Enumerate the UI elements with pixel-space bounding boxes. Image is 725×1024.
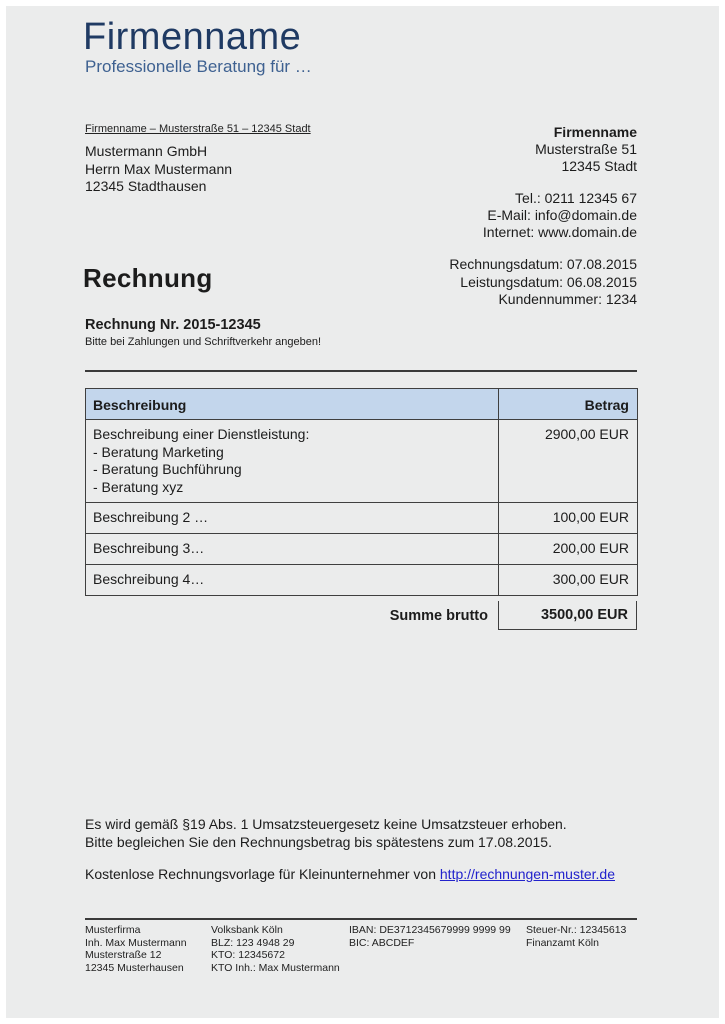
invoice-meta-block bbox=[449, 256, 637, 309]
item-description bbox=[86, 420, 499, 503]
payment-due-note: Bitte begleichen Sie den Rechnungsbetrag bis spätestens zum 17.08.2015. bbox=[85, 833, 552, 850]
company-phone: Tel.: 0211 12345 67 bbox=[515, 190, 637, 206]
item-amount: 2900,00 EUR bbox=[499, 420, 638, 503]
footer-iban-column bbox=[349, 924, 511, 949]
footer-line: Steuer-Nr.: 12345613 bbox=[526, 924, 627, 936]
template-credit-line bbox=[85, 866, 615, 882]
recipient-line: 12345 Stadthausen bbox=[85, 178, 207, 194]
company-contact-block bbox=[483, 124, 637, 241]
document-title: Rechnung bbox=[83, 263, 213, 293]
item-description: Beschreibung 2 … bbox=[86, 503, 499, 534]
recipient-line: Herrn Max Mustermann bbox=[85, 160, 233, 177]
item-amount: 300,00 EUR bbox=[499, 565, 638, 596]
credit-link[interactable]: http://rechnungen-muster.de bbox=[439, 866, 615, 882]
company-street: Musterstraße 51 bbox=[535, 141, 637, 157]
sender-return-address: Firmenname – Musterstraße 51 – 12345 Stadt bbox=[85, 123, 311, 135]
item-description: Beschreibung 4… bbox=[86, 565, 499, 596]
footer-line: Musterfirma bbox=[85, 924, 141, 936]
footer-line: IBAN: DE3712345679999 9999 99 bbox=[349, 924, 511, 936]
company-email: E-Mail: info@domain.de bbox=[487, 207, 637, 223]
item-amount: 100,00 EUR bbox=[499, 503, 638, 534]
footer-line: Inh. Max Mustermann bbox=[85, 936, 187, 949]
footer-divider-rule bbox=[85, 918, 637, 920]
service-date: Leistungsdatum: 06.08.2015 bbox=[460, 273, 637, 290]
total-row bbox=[85, 601, 637, 630]
item-amount: 200,00 EUR bbox=[499, 534, 638, 565]
credit-text: Kostenlose Rechnungsvorlage für Kleinunternehmer von bbox=[85, 866, 440, 882]
total-amount: 3500,00 EUR bbox=[498, 601, 637, 630]
footer-line: KTO: 12345672 bbox=[211, 949, 285, 961]
total-label: Summe brutto bbox=[389, 608, 488, 624]
footer-line: Volksbank Köln bbox=[211, 924, 283, 936]
spacer bbox=[483, 175, 637, 190]
table-row bbox=[86, 503, 638, 534]
footer-line: BIC: ABCDEF bbox=[349, 936, 415, 949]
table-header-row bbox=[86, 389, 638, 420]
footer-line: KTO Inh.: Max Mustermann bbox=[211, 961, 340, 974]
divider-rule bbox=[85, 370, 637, 372]
company-city: 12345 Stadt bbox=[561, 158, 637, 174]
item-description: Beschreibung 3… bbox=[86, 534, 499, 565]
letterhead-tagline: Professionelle Beratung für … bbox=[85, 57, 312, 76]
company-internet: Internet: www.domain.de bbox=[482, 224, 637, 240]
column-header-description: Beschreibung bbox=[86, 389, 499, 420]
footer-line: Finanzamt Köln bbox=[526, 936, 599, 949]
footer-tax-column bbox=[526, 924, 626, 949]
table-row bbox=[86, 420, 638, 503]
description-line: - Beratung Marketing bbox=[93, 443, 224, 460]
invoice-number: Rechnung Nr. 2015-12345 bbox=[85, 317, 261, 333]
footer-line: Musterstraße 12 bbox=[85, 949, 162, 961]
letterhead-company-name: Firmenname bbox=[83, 16, 302, 58]
description-line: Beschreibung einer Dienstleistung: bbox=[93, 426, 310, 442]
description-line: - Beratung xyz bbox=[93, 478, 184, 495]
invoice-page bbox=[6, 6, 719, 1018]
column-header-amount: Betrag bbox=[499, 389, 638, 420]
footer-company-column bbox=[85, 924, 187, 974]
company-name: Firmenname bbox=[553, 124, 637, 140]
notes-block bbox=[85, 816, 567, 851]
invoice-number-note: Bitte bei Zahlungen und Schriftverkehr angeben! bbox=[85, 336, 322, 348]
invoice-date: Rechnungsdatum: 07.08.2015 bbox=[449, 256, 637, 272]
recipient-line: Mustermann GmbH bbox=[85, 143, 208, 159]
footer-bank-column bbox=[211, 924, 340, 974]
footer-line: BLZ: 123 4948 29 bbox=[211, 936, 295, 949]
line-items-table bbox=[85, 388, 638, 596]
tax-exemption-note: Es wird gemäß §19 Abs. 1 Umsatzsteuergesetz keine Umsatzsteuer erhoben. bbox=[85, 816, 567, 832]
customer-number: Kundennummer: 1234 bbox=[498, 291, 637, 307]
description-line: - Beratung Buchführung bbox=[93, 461, 242, 477]
footer-line: 12345 Musterhausen bbox=[85, 961, 184, 974]
recipient-address-block bbox=[85, 143, 232, 196]
table-row bbox=[86, 534, 638, 565]
table-row bbox=[86, 565, 638, 596]
